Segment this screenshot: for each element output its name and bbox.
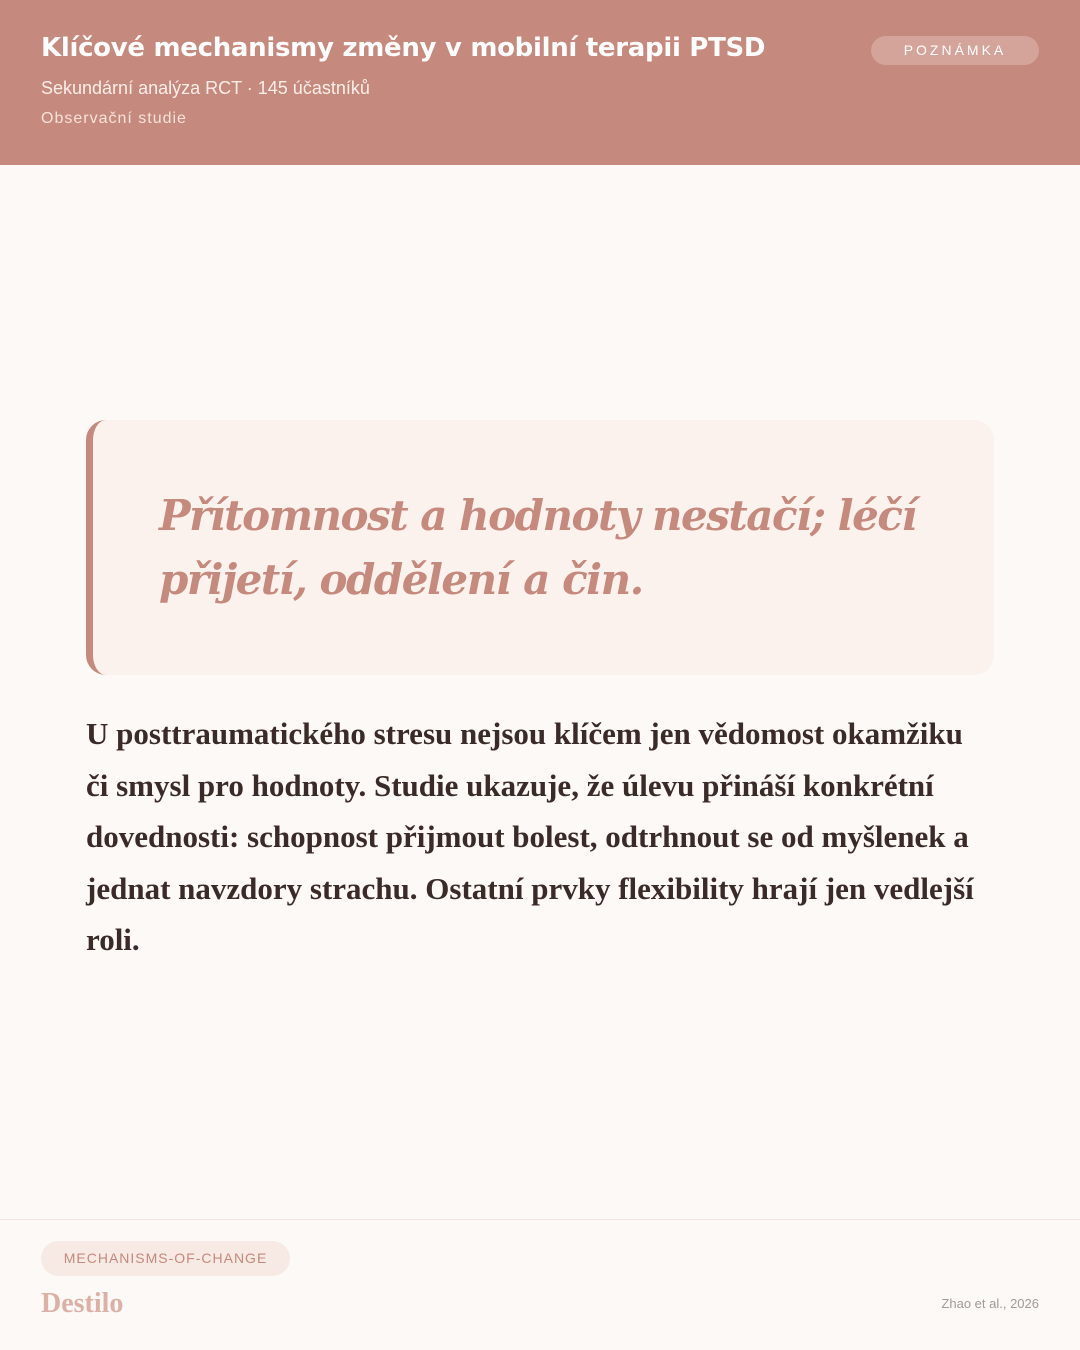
pull-quote-text: Přítomnost a hodnoty nestačí; léčí přijetí, oddělení a čin. bbox=[159, 491, 916, 604]
body-paragraph: U posttraumatického stresu nejsou klíčem jen vědomost okamžiku či smysl pro hodnoty. Studie ukazuje, že úlevu přináší konkrétní dovednosti: schopnost přijmout bolest, odtrhnout se od myšlenek a jednat navzdory strachu. Ostatní prvky flexibility hrají jen vedlejší roli. bbox=[86, 716, 974, 957]
study-subtitle: Sekundární analýza RCT · 145 účastníků bbox=[41, 78, 370, 98]
header-banner bbox=[0, 0, 1080, 165]
citation: Zhao et al., 2026 bbox=[941, 1296, 1039, 1311]
note-badge: POZNÁMKA bbox=[871, 36, 1039, 65]
topic-tag: MECHANISMS-OF-CHANGE bbox=[41, 1241, 290, 1276]
page-title: Klíčové mechanismy změny v mobilní terapii PTSD bbox=[41, 33, 766, 63]
brand-logo: Destilo bbox=[41, 1288, 124, 1319]
study-type-label: Observační studie bbox=[41, 110, 187, 127]
pull-quote bbox=[86, 420, 994, 675]
footer-divider bbox=[0, 1219, 1080, 1220]
